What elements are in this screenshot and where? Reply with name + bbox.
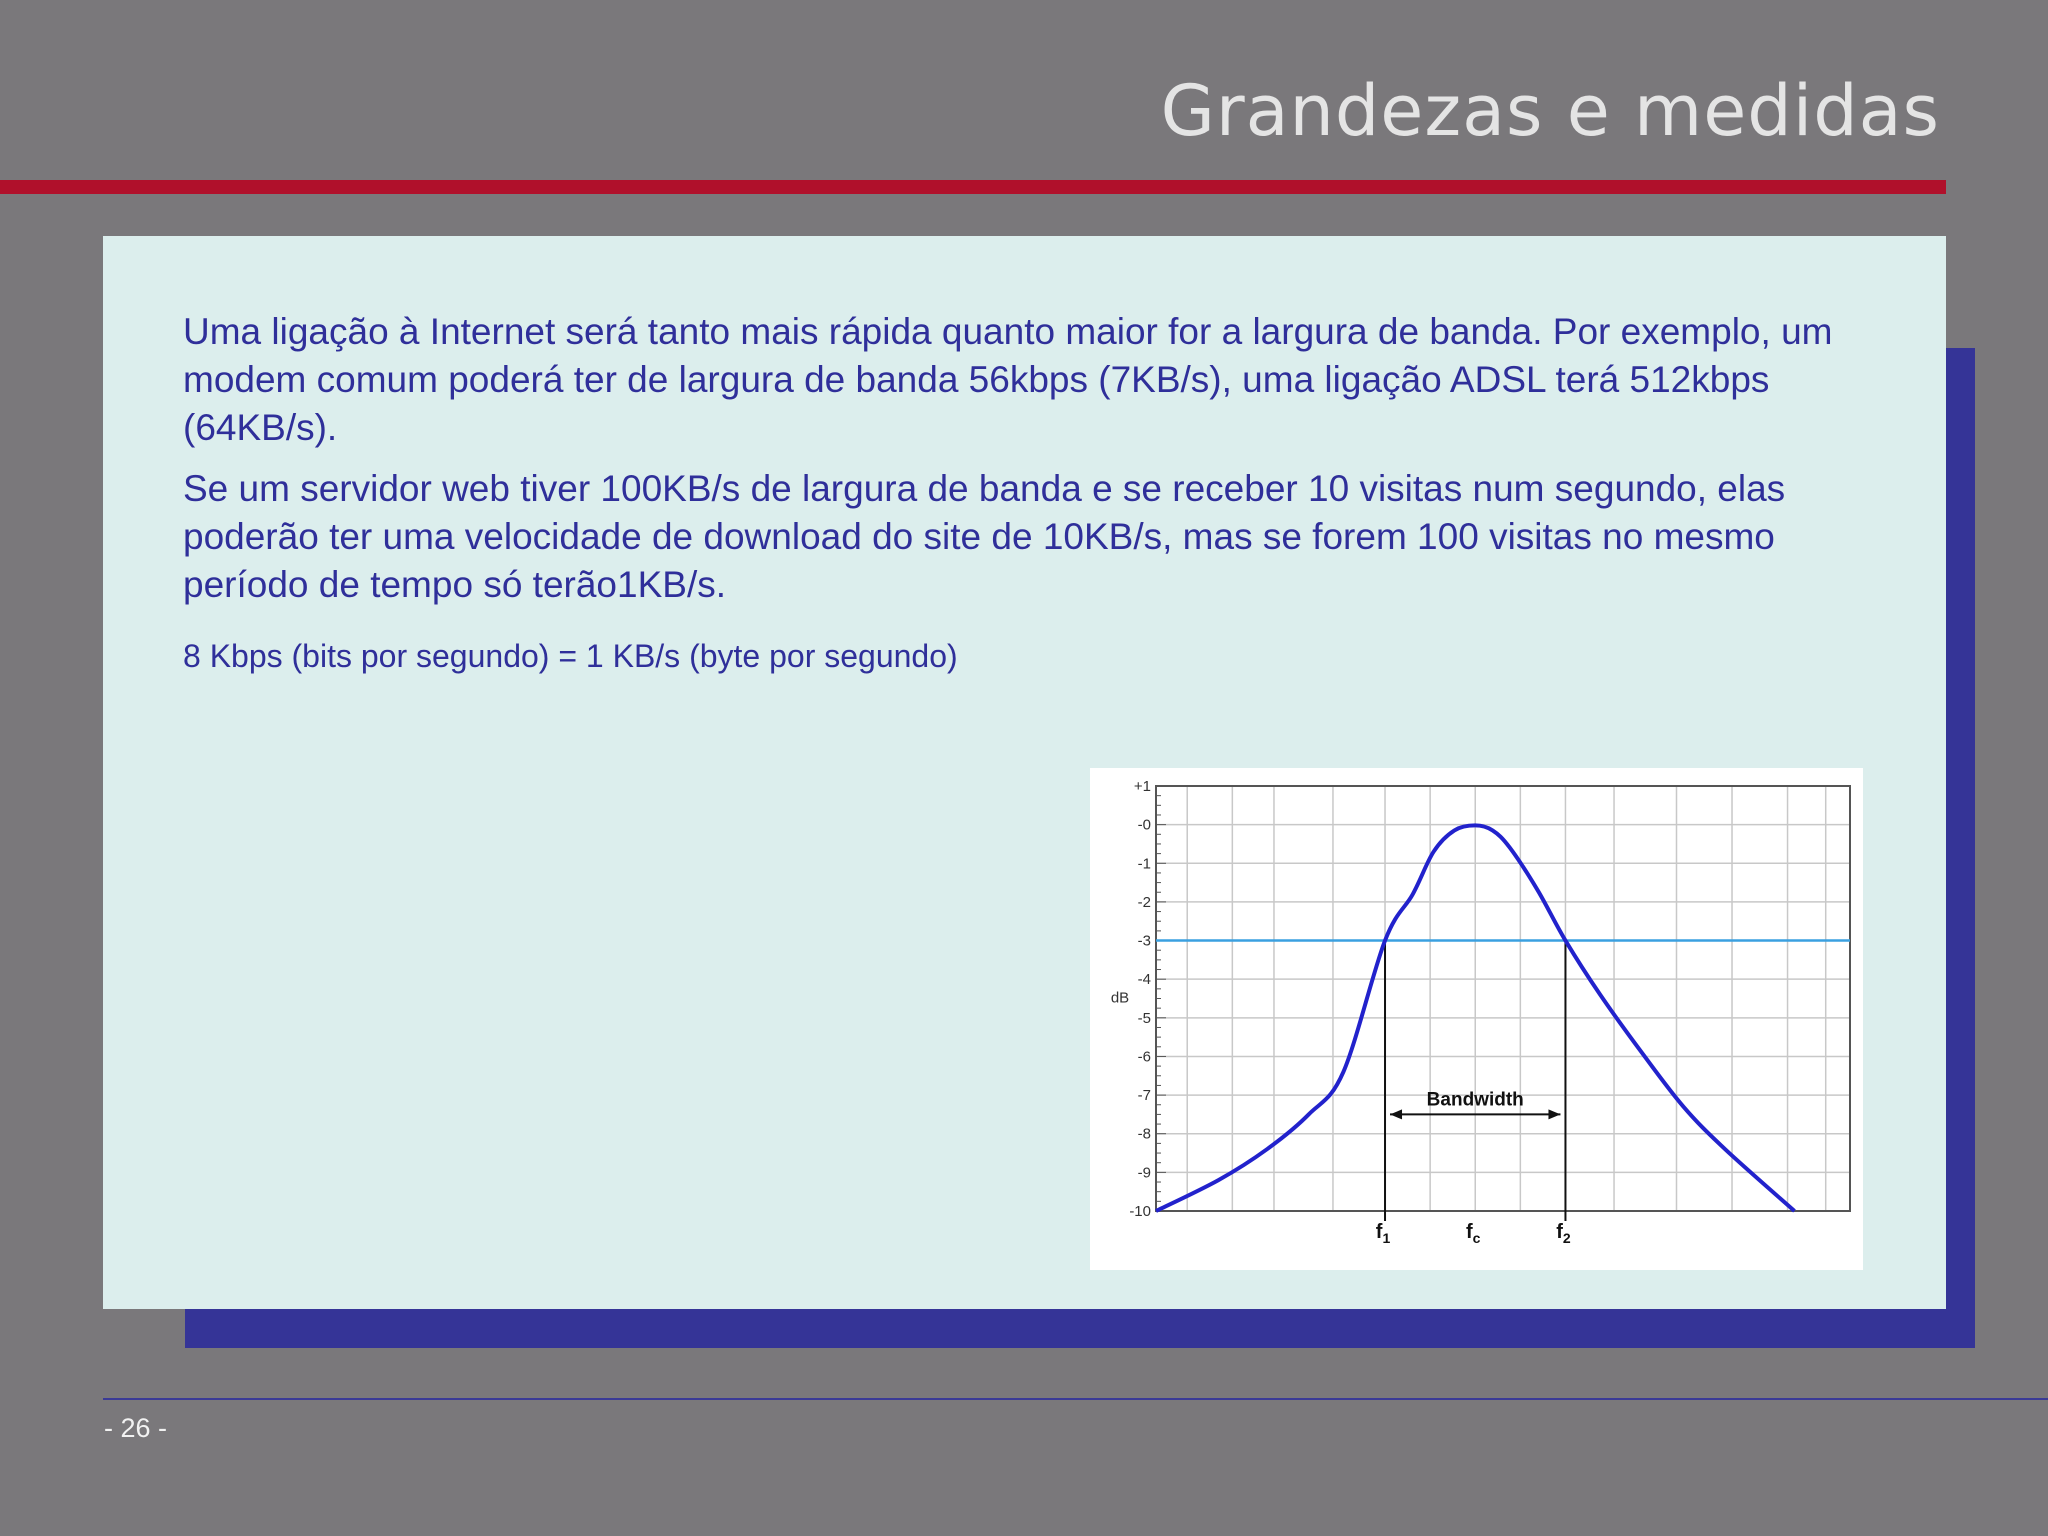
x-marker-label: $f_1$ (1375, 1221, 1391, 1246)
y-tick-label: -10 (1129, 1203, 1151, 1220)
x-marker-label: $f_c$ (1466, 1221, 1481, 1246)
paragraph-bandwidth-intro: Uma ligação à Internet será tanto mais rápida quanto maior for a largura de banda. Por exemplo, um modem comum poderá ter de largura de banda 56kbps (7KB/s), uma ligação ADSL terá 512kbps (64KB/s). (183, 311, 1833, 448)
bandwidth-arrow-head-right (1548, 1109, 1560, 1119)
bandwidth-arrow-head-left (1390, 1109, 1402, 1119)
slide-title: Grandezas e medidas (1160, 70, 1940, 152)
y-tick-label: -6 (1137, 1048, 1151, 1066)
y-tick-label: -5 (1137, 1009, 1151, 1027)
paragraph-unit-conversion: 8 Kbps (bits por segundo) = 1 KB/s (byte por segundo) (183, 638, 958, 674)
y-tick-label: -7 (1137, 1087, 1151, 1105)
bandwidth-chart (1090, 768, 1863, 1270)
page-number: - 26 - (104, 1413, 168, 1443)
content-panel (103, 236, 1946, 1309)
y-tick-label: -9 (1137, 1164, 1151, 1182)
y-tick-label: -0 (1137, 816, 1151, 834)
y-tick-label: +1 (1133, 778, 1151, 795)
bandwidth-annotation: Bandwidth (1426, 1089, 1524, 1111)
y-tick-label: -2 (1137, 893, 1151, 911)
plot-frame (1156, 786, 1850, 1211)
y-tick-label: -8 (1137, 1125, 1151, 1143)
x-marker-subscript: 1 (1382, 1230, 1391, 1246)
title-underline-bar (0, 180, 1946, 194)
footer-divider (103, 1398, 2048, 1400)
body-text (183, 308, 1903, 677)
y-axis-label: dB (1110, 989, 1130, 1007)
paragraph-server-example: Se um servidor web tiver 100KB/s de largura de banda e se receber 10 visitas num segundo, elas poderão ter uma velocidade de download do site de 10KB/s, mas se forem 100 visitas no mesmo período de tempo só terão1KB/s. (183, 468, 1786, 605)
x-marker-subscript: 2 (1562, 1230, 1571, 1246)
x-marker-subscript: c (1472, 1230, 1481, 1246)
y-tick-label: -4 (1137, 971, 1151, 989)
y-tick-label: -1 (1137, 855, 1151, 873)
bandwidth-chart-svg (1090, 768, 1863, 1270)
y-tick-label: -3 (1137, 932, 1151, 950)
x-marker-label: $f_2$ (1556, 1221, 1571, 1246)
